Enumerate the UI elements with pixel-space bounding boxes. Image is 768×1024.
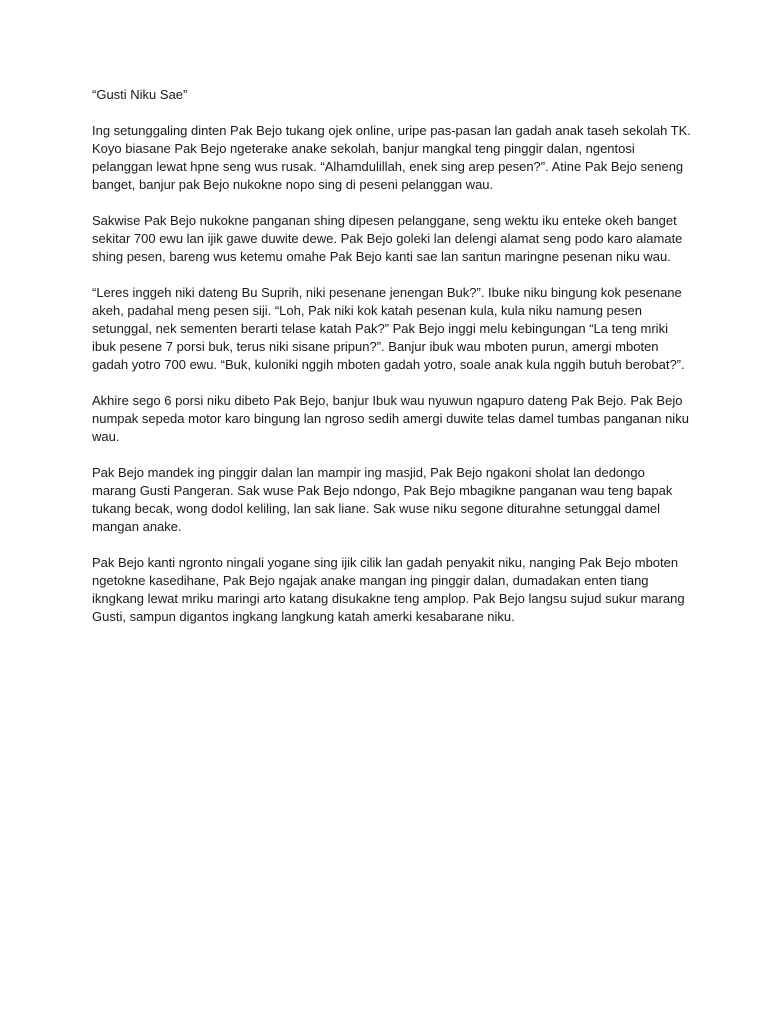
paragraph-1: Ing setunggaling dinten Pak Bejo tukang ojek online, uripe pas-pasan lan gadah anak taseh sekolah TK. Koyo biasane Pak Bejo ngeterake anake sekolah, banjur mangkal teng pinggir dalan, ngentosi pelanggan lewat hpne seng wus rusak. “Alhamdulillah, enek sing arep pesen?”. Atine Pak Bejo seneng banget, banjur pak Bejo nukokne nopo sing di peseni pelanggan wau.: [92, 123, 691, 192]
document-title: “Gusti Niku Sae”: [92, 87, 188, 102]
paragraph-2: Sakwise Pak Bejo nukokne panganan shing dipesen pelanggane, seng wektu iku enteke okeh banget sekitar 700 ewu lan ijik gawe duwite dewe. Pak Bejo goleki lan delengi alamat seng podo karo alamate shing pesen, bareng wus ketemu omahe Pak Bejo kanti sae lan santun maringne pesenan niku wau.: [92, 213, 683, 264]
document-body: [92, 86, 692, 644]
paragraph-5: Pak Bejo mandek ing pinggir dalan lan mampir ing masjid, Pak Bejo ngakoni sholat lan dedongo marang Gusti Pangeran. Sak wuse Pak Bejo ndongo, Pak Bejo mbagikne panganan wau teng bapak tukang becak, wong dodol keliling, lan sak liane. Sak wuse niku segone diturahne setunggal damel mangan anake.: [92, 465, 673, 534]
paragraph-3: “Leres inggeh niki dateng Bu Suprih, niki pesenane jenengan Buk?”. Ibuke niku bingung kok pesenane akeh, padahal meng pesen siji. “Loh, Pak niki kok katah pesenan kula, kula niku namung pesen setunggal, nek sementen berarti telase katah Pak?” Pak Bejo inggi melu kebingungan “La teng mriki ibuk pesene 7 porsi buk, terus niki sisane pripun?”. Banjur ibuk wau mboten purun, amergi mboten gadah yotro 700 ewu. “Buk, kuloniki nggih mboten gadah yotro, soale anak kula nggih butuh berobat?”.: [92, 285, 685, 372]
paragraph-6: Pak Bejo kanti ngronto ningali yogane sing ijik cilik lan gadah penyakit niku, nanging Pak Bejo mboten ngetokne kasedihane, Pak Bejo ngajak anake mangan ing pinggir dalan, dumadakan enten tiang ikngkang lewat mriku maringi arto katang disukakne teng amplop. Pak Bejo langsu sujud sukur marang Gusti, sampun digantos ingkang langkung katah amerki kesabarane niku.: [92, 555, 685, 624]
paragraph-4: Akhire sego 6 porsi niku dibeto Pak Bejo, banjur Ibuk wau nyuwun ngapuro dateng Pak Bejo. Pak Bejo numpak sepeda motor karo bingung lan ngroso sedih amergi duwite telas damel tumbas panganan niku wau.: [92, 393, 689, 444]
